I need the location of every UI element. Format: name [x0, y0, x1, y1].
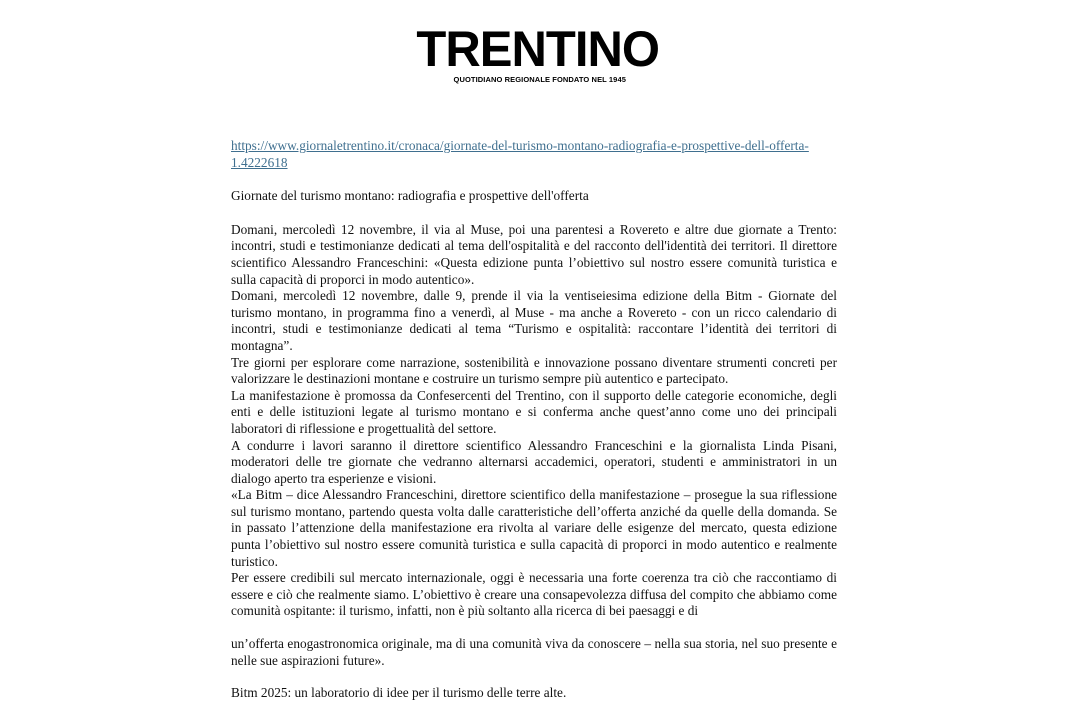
paragraph-promoter: La manifestazione è promossa da Confesercenti del Trentino, con il supporto delle categorie economiche, degli enti e delle istituzioni legate al turismo montano e si conferma anche quest’anno come uno dei principali laboratori di riflessione e progettualità del settore.	[231, 387, 837, 436]
article-body	[231, 138, 837, 702]
article-title: Giornate del turismo montano: radiografia e prospettive dell'offerta	[231, 188, 589, 204]
paragraph-quote: «La Bitm – dice Alessandro Franceschini, direttore scientifico della manifestazione – prosegue la sua riflessione sul turismo montano, partendo questa volta dalle caratteristiche dell’offerta anziché da quelle della domanda. Se in passato l’attenzione della manifestazione era rivolta al variare delle esigenze del mercato, questa edizione punta l’obiettivo sul nostro essere comunità turistica e sulla capacità di proporci in modo autentico e realmente turistico.	[231, 487, 837, 569]
masthead-title: TRENTINO	[416, 21, 659, 77]
article-url-link[interactable]: https://www.giornaletrentino.it/cronaca/giornate-del-turismo-montano-radiografia-e-prospettive-dell-offerta-1.4222618	[231, 138, 809, 170]
section-subheading: Bitm 2025: un laboratorio di idee per il turismo delle terre alte.	[231, 685, 567, 701]
paragraph-continuation: un’offerta enogastronomica originale, ma di una comunità viva da conoscere – nella sua storia, nel suo presente e nelle sue aspirazioni future».	[231, 636, 837, 668]
page-break-spacer	[231, 620, 837, 636]
paragraph-intro: Domani, mercoledì 12 novembre, il via al Muse, poi una parentesi a Rovereto e altre due giornate a Trento: incontri, studi e testimonianze dedicati al tema dell'ospitalità e del racconto dell'identità dei territori. Il direttore scientifico Alessandro Franceschini: «Questa edizione punta l’obiettivo sul nostro essere comunità turistica e sulla capacità di proporci in modo autentico».	[231, 221, 837, 287]
masthead-subtitle: QUOTIDIANO REGIONALE FONDATO NEL 1945	[453, 75, 626, 84]
paragraph-three-days: Tre giorni per esplorare come narrazione, sostenibilità e innovazione possano diventare strumenti concreti per valorizzare le destinazioni montane e costruire un turismo sempre più autentico e partecipato.	[231, 354, 837, 387]
paragraph-moderators: A condurre i lavori saranno il direttore scientifico Alessandro Franceschini e la giornalista Linda Pisani, moderatori delle tre giornate che vedranno alternarsi accademici, operatori, studenti e amministratori in un dialogo aperto tra esperienze e visioni.	[231, 437, 837, 486]
paragraph-credibility: Per essere credibili sul mercato internazionale, oggi è necessaria una forte coerenza tra ciò che raccontiamo di essere e ciò che realmente siamo. L’obiettivo è creare una consapevolezza diffusa del compito che abbiamo come comunità ospitante: il turismo, infatti, non è più soltanto alla ricerca di bei paesaggi e di	[231, 570, 837, 619]
spacer	[231, 205, 837, 222]
newspaper-masthead	[414, 21, 659, 84]
paragraph-event: Domani, mercoledì 12 novembre, dalle 9, prende il via la ventiseiesima edizione della Bitm - Giornate del turismo montano, in programma fino a venerdì, al Muse - ma anche a Rovereto - con un ricco calendario di incontri, studi e testimonianze dedicati al tema “Turismo e ospitalità: raccontare l’identità dei territori di montagna”.	[231, 288, 837, 353]
